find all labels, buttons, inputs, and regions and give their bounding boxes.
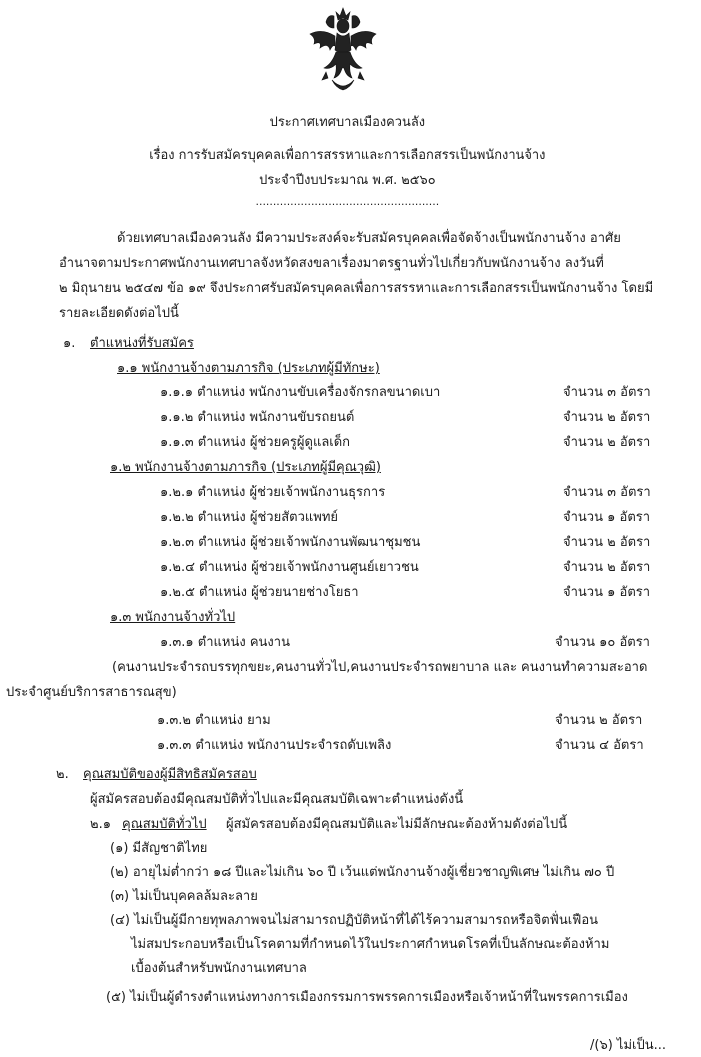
position-1-2-4: ๑.๒.๔ ตำแหน่ง ผู้ช่วยเจ้าพนักงานศูนย์เยาวชน: [160, 560, 419, 575]
position-1-1-3: ๑.๑.๓ ตำแหน่ง ผู้ช่วยครูผู้ดูแลเด็ก: [160, 435, 351, 450]
announcement-title: ประกาศเทศบาลเมืองควนลัง: [269, 115, 426, 130]
section1-number: ๑.: [63, 336, 76, 351]
qualification-item-1: (๑) มีสัญชาติไทย: [110, 841, 208, 856]
subsection-2-1-number: ๒.๑: [90, 817, 111, 832]
section1-title: ตำแหน่งที่รับสมัคร: [90, 336, 194, 351]
subsection-2-1-rest: ผู้สมัครสอบต้องมีคุณสมบัติและไม่มีลักษณะต้องห้ามดังต่อไปนี้: [226, 817, 568, 832]
qualification-item-5: (๕) ไม่เป็นผู้ดำรงตำแหน่งทางการเมืองกรรมการพรรคการเมืองหรือเจ้าหน้าที่ในพรรคการเมือง: [106, 990, 628, 1005]
section2-intro: ผู้สมัครสอบต้องมีคุณสมบัติทั่วไปและมีคุณสมบัติเฉพาะตำแหน่งดังนี้: [90, 792, 464, 807]
position-1-3-2: ๑.๓.๒ ตำแหน่ง ยาม: [157, 713, 271, 728]
dotted-separator: .....................................................: [255, 195, 440, 208]
group-1-1-title: ๑.๑ พนักงานจ้างตามภารกิจ (ประเภทผู้มีทักษะ): [117, 361, 380, 376]
garuda-emblem-icon: [306, 6, 380, 96]
intro-line-1: ด้วยเทศบาลเมืองควนลัง มีความประสงค์จะรับสมัครบุคคลเพื่อจัดจ้างเป็นพนักงานจ้าง อาศัย: [117, 231, 621, 246]
qualification-item-3: (๓) ไม่เป็นบุคคลล้มละลาย: [110, 889, 258, 904]
count-1-2-5: จำนวน ๑ อัตรา: [563, 585, 651, 600]
intro-line-4: รายละเอียดดังต่อไปนี้: [59, 306, 179, 321]
count-1-1-3: จำนวน ๒ อัตรา: [563, 435, 651, 450]
count-1-3-2: จำนวน ๒ อัตรา: [555, 713, 643, 728]
section2-number: ๒.: [56, 767, 69, 782]
count-1-2-2: จำนวน ๑ อัตรา: [563, 510, 651, 525]
position-1-1-1: ๑.๑.๑ ตำแหน่ง พนักงานขับเครื่องจักรกลขนาดเบา: [160, 385, 441, 400]
qualification-item-2: (๒) อายุไม่ต่ำกว่า ๑๘ ปีและไม่เกิน ๖๐ ปี เว้นแต่พนักงานจ้างผู้เชี่ยวชาญพิเศษ ไม่เกิน ๗๐ ปี: [110, 865, 615, 880]
intro-line-3: ๒ มิถุนายน ๒๕๔๗ ข้อ ๑๙ จึงประกาศรับสมัครบุคคลเพื่อการสรรหาและการเลือกสรรเป็นพนักงานจ้าง โดยมี: [59, 281, 654, 296]
position-1-3-3: ๑.๓.๓ ตำแหน่ง พนักงานประจำรถดับเพลิง: [157, 738, 392, 753]
group-1-2-title: ๑.๒ พนักงานจ้างตามภารกิจ (ประเภทผู้มีคุณวุฒิ): [110, 460, 381, 475]
qualification-item-4-cont-2: เบื้องต้นสำหรับพนักงานเทศบาล: [131, 961, 307, 976]
count-1-2-4: จำนวน ๒ อัตรา: [563, 560, 651, 575]
qualification-item-4: (๔) ไม่เป็นผู้มีกายทุพลภาพจนไม่สามารถปฏิบัติหน้าที่ได้ไร้ความสามารถหรือจิตฟั่นเฟือน: [110, 913, 599, 928]
count-1-1-2: จำนวน ๒ อัตรา: [563, 410, 651, 425]
qualification-item-4-cont-1: ไม่สมประกอบหรือเป็นโรคตามที่กำหนดไว้ในประกาศกำหนดโรคที่เป็นลักษณะต้องห้าม: [131, 937, 610, 952]
group-1-3-title: ๑.๓ พนักงานจ้างทั่วไป: [110, 610, 236, 625]
fiscal-year: ประจำปีงบประมาณ พ.ศ. ๒๕๖๐: [259, 173, 436, 188]
position-1-2-5: ๑.๒.๕ ตำแหน่ง ผู้ช่วยนายช่างโยธา: [160, 585, 359, 600]
count-1-2-3: จำนวน ๒ อัตรา: [563, 535, 651, 550]
position-1-1-2: ๑.๑.๒ ตำแหน่ง พนักงานขับรถยนต์: [160, 410, 355, 425]
continued-marker: /(๖) ไม่เป็น...: [590, 1038, 666, 1053]
count-1-2-1: จำนวน ๓ อัตรา: [563, 485, 651, 500]
position-1-3-1: ๑.๓.๑ ตำแหน่ง คนงาน: [160, 635, 290, 650]
count-1-3-1: จำนวน ๑๐ อัตรา: [555, 635, 650, 650]
note-line-1: (คนงานประจำรถบรรทุกขยะ,คนงานทั่วไป,คนงานประจำรถพยาบาล และ คนงานทำความสะอาด: [112, 660, 648, 675]
count-1-1-1: จำนวน ๓ อัตรา: [563, 385, 651, 400]
position-1-2-2: ๑.๒.๒ ตำแหน่ง ผู้ช่วยสัตวแพทย์: [160, 510, 339, 525]
announcement-subject: เรื่อง การรับสมัครบุคคลเพื่อการสรรหาและการเลือกสรรเป็นพนักงานจ้าง: [149, 148, 546, 163]
section2-title: คุณสมบัติของผู้มีสิทธิสมัครสอบ: [83, 767, 257, 782]
position-1-2-1: ๑.๒.๑ ตำแหน่ง ผู้ช่วยเจ้าพนักงานธุรการ: [160, 485, 386, 500]
count-1-3-3: จำนวน ๔ อัตรา: [555, 738, 644, 753]
note-line-2: ประจำศูนย์บริการสาธารณสุข): [6, 685, 177, 700]
subsection-2-1-title: คุณสมบัติทั่วไป: [122, 817, 207, 832]
position-1-2-3: ๑.๒.๓ ตำแหน่ง ผู้ช่วยเจ้าพนักงานพัฒนาชุมชน: [160, 535, 421, 550]
intro-line-2: อำนาจตามประกาศพนักงานเทศบาลจังหวัดสงขลาเรื่องมาตรฐานทั่วไปเกี่ยวกับพนักงานจ้าง ลงวันที่: [59, 256, 604, 271]
